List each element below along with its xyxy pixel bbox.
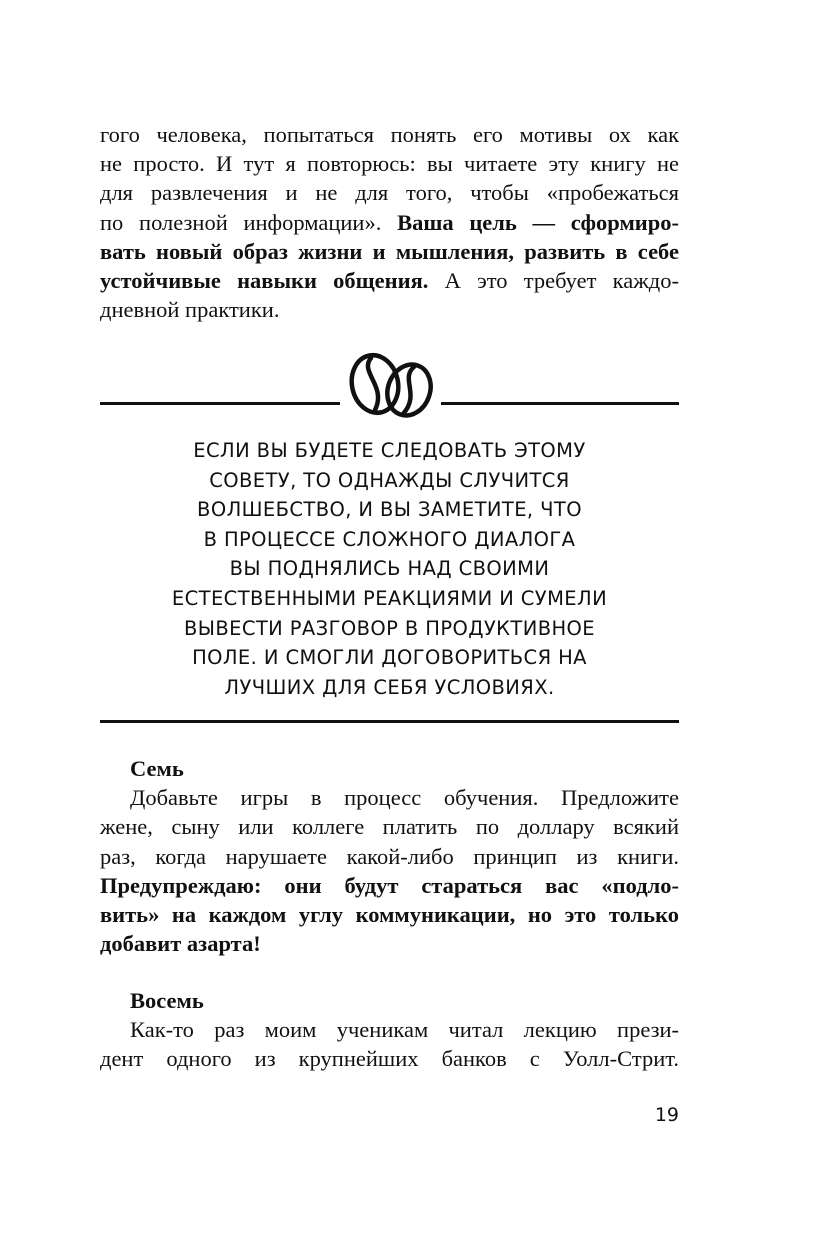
paragraph-line — [100, 871, 679, 900]
intro-paragraph — [100, 120, 679, 324]
divider-left — [100, 402, 340, 405]
intro-line: по полезной информации». Ваша цель — сформиро- — [100, 209, 679, 235]
emphasis-text: Ваша цель — сформиро- — [397, 209, 679, 235]
page-number: 19 — [654, 1104, 679, 1126]
callout-line: ПОЛЕ. И СМОГЛИ ДОГОВОРИТЬСЯ НА — [192, 646, 587, 670]
paragraph-line: раз, когда нарушаете какой-либо принцип из книги. — [100, 843, 679, 869]
paragraph-line — [100, 900, 679, 929]
callout-line: ЕСТЕСТВЕННЫМИ РЕАКЦИЯМИ И СУМЕЛИ — [171, 586, 608, 610]
callout-line: СОВЕТУ, ТО ОДНАЖДЫ СЛУЧИТСЯ — [209, 468, 570, 492]
emphasis-text: добавит азарта! — [100, 931, 261, 957]
callout-line: ЕСЛИ ВЫ БУДЕТЕ СЛЕДОВАТЬ ЭТОМУ — [193, 439, 586, 462]
callout-line: ВЫ ПОДНЯЛИСЬ НАД СВОИМИ — [229, 557, 550, 581]
paragraph-line: дент одного из крупнейших банков с Уолл-Стрит. — [100, 1046, 679, 1072]
section-seven — [100, 754, 679, 958]
intro-line: гого человека, попытаться понять его мотивы ох как — [100, 122, 679, 147]
intro-line: устойчивые навыки общения. А это требует каждо- — [100, 268, 679, 294]
section-heading: Семь — [130, 756, 184, 781]
paragraph-line: Как-то раз моим ученикам читал лекцию прези- — [130, 1017, 679, 1043]
emphasis-text: Предупреждаю: они будут стараться вас «подло- — [100, 872, 679, 898]
divider-right — [441, 402, 679, 405]
paragraph-line: жене, сыну или коллеге платить по доллару всякий — [100, 814, 679, 840]
intro-line: дневной практики. — [100, 297, 280, 323]
intro-line: для развлечения и не для того, чтобы «пробежаться — [100, 180, 679, 206]
section-heading: Восемь — [130, 988, 204, 1013]
intro-line: не просто. И тут я повторюсь: вы читаете эту книгу не — [100, 151, 679, 177]
callout-line: ЛУЧШИХ ДЛЯ СЕБЯ УСЛОВИЯХ. — [224, 675, 555, 699]
callout-line: ВЫВЕСТИ РАЗГОВОР В ПРОДУКТИВНОЕ — [183, 616, 596, 640]
emphasis-text: вать новый образ жизни и мышления, развить в себе — [100, 238, 679, 264]
callout-line: ВОЛШЕБСТВО, И ВЫ ЗАМЕТИТЕ, ЧТО — [197, 498, 582, 522]
intro-line — [100, 237, 679, 266]
section-eight — [100, 986, 679, 1074]
emphasis-text: вить» на каждом углу коммуникации, но это только — [100, 902, 679, 928]
paragraph-line: Добавьте игры в процесс обучения. Предложите — [130, 785, 679, 811]
emphasis-text: устойчивые навыки общения. — [100, 268, 429, 294]
callout-quote — [100, 436, 679, 702]
coffee-beans-icon — [345, 352, 437, 420]
divider-bottom — [100, 720, 679, 723]
callout-line: В ПРОЦЕССЕ СЛОЖНОГО ДИАЛОГА — [203, 527, 576, 551]
paragraph-line — [100, 929, 679, 958]
